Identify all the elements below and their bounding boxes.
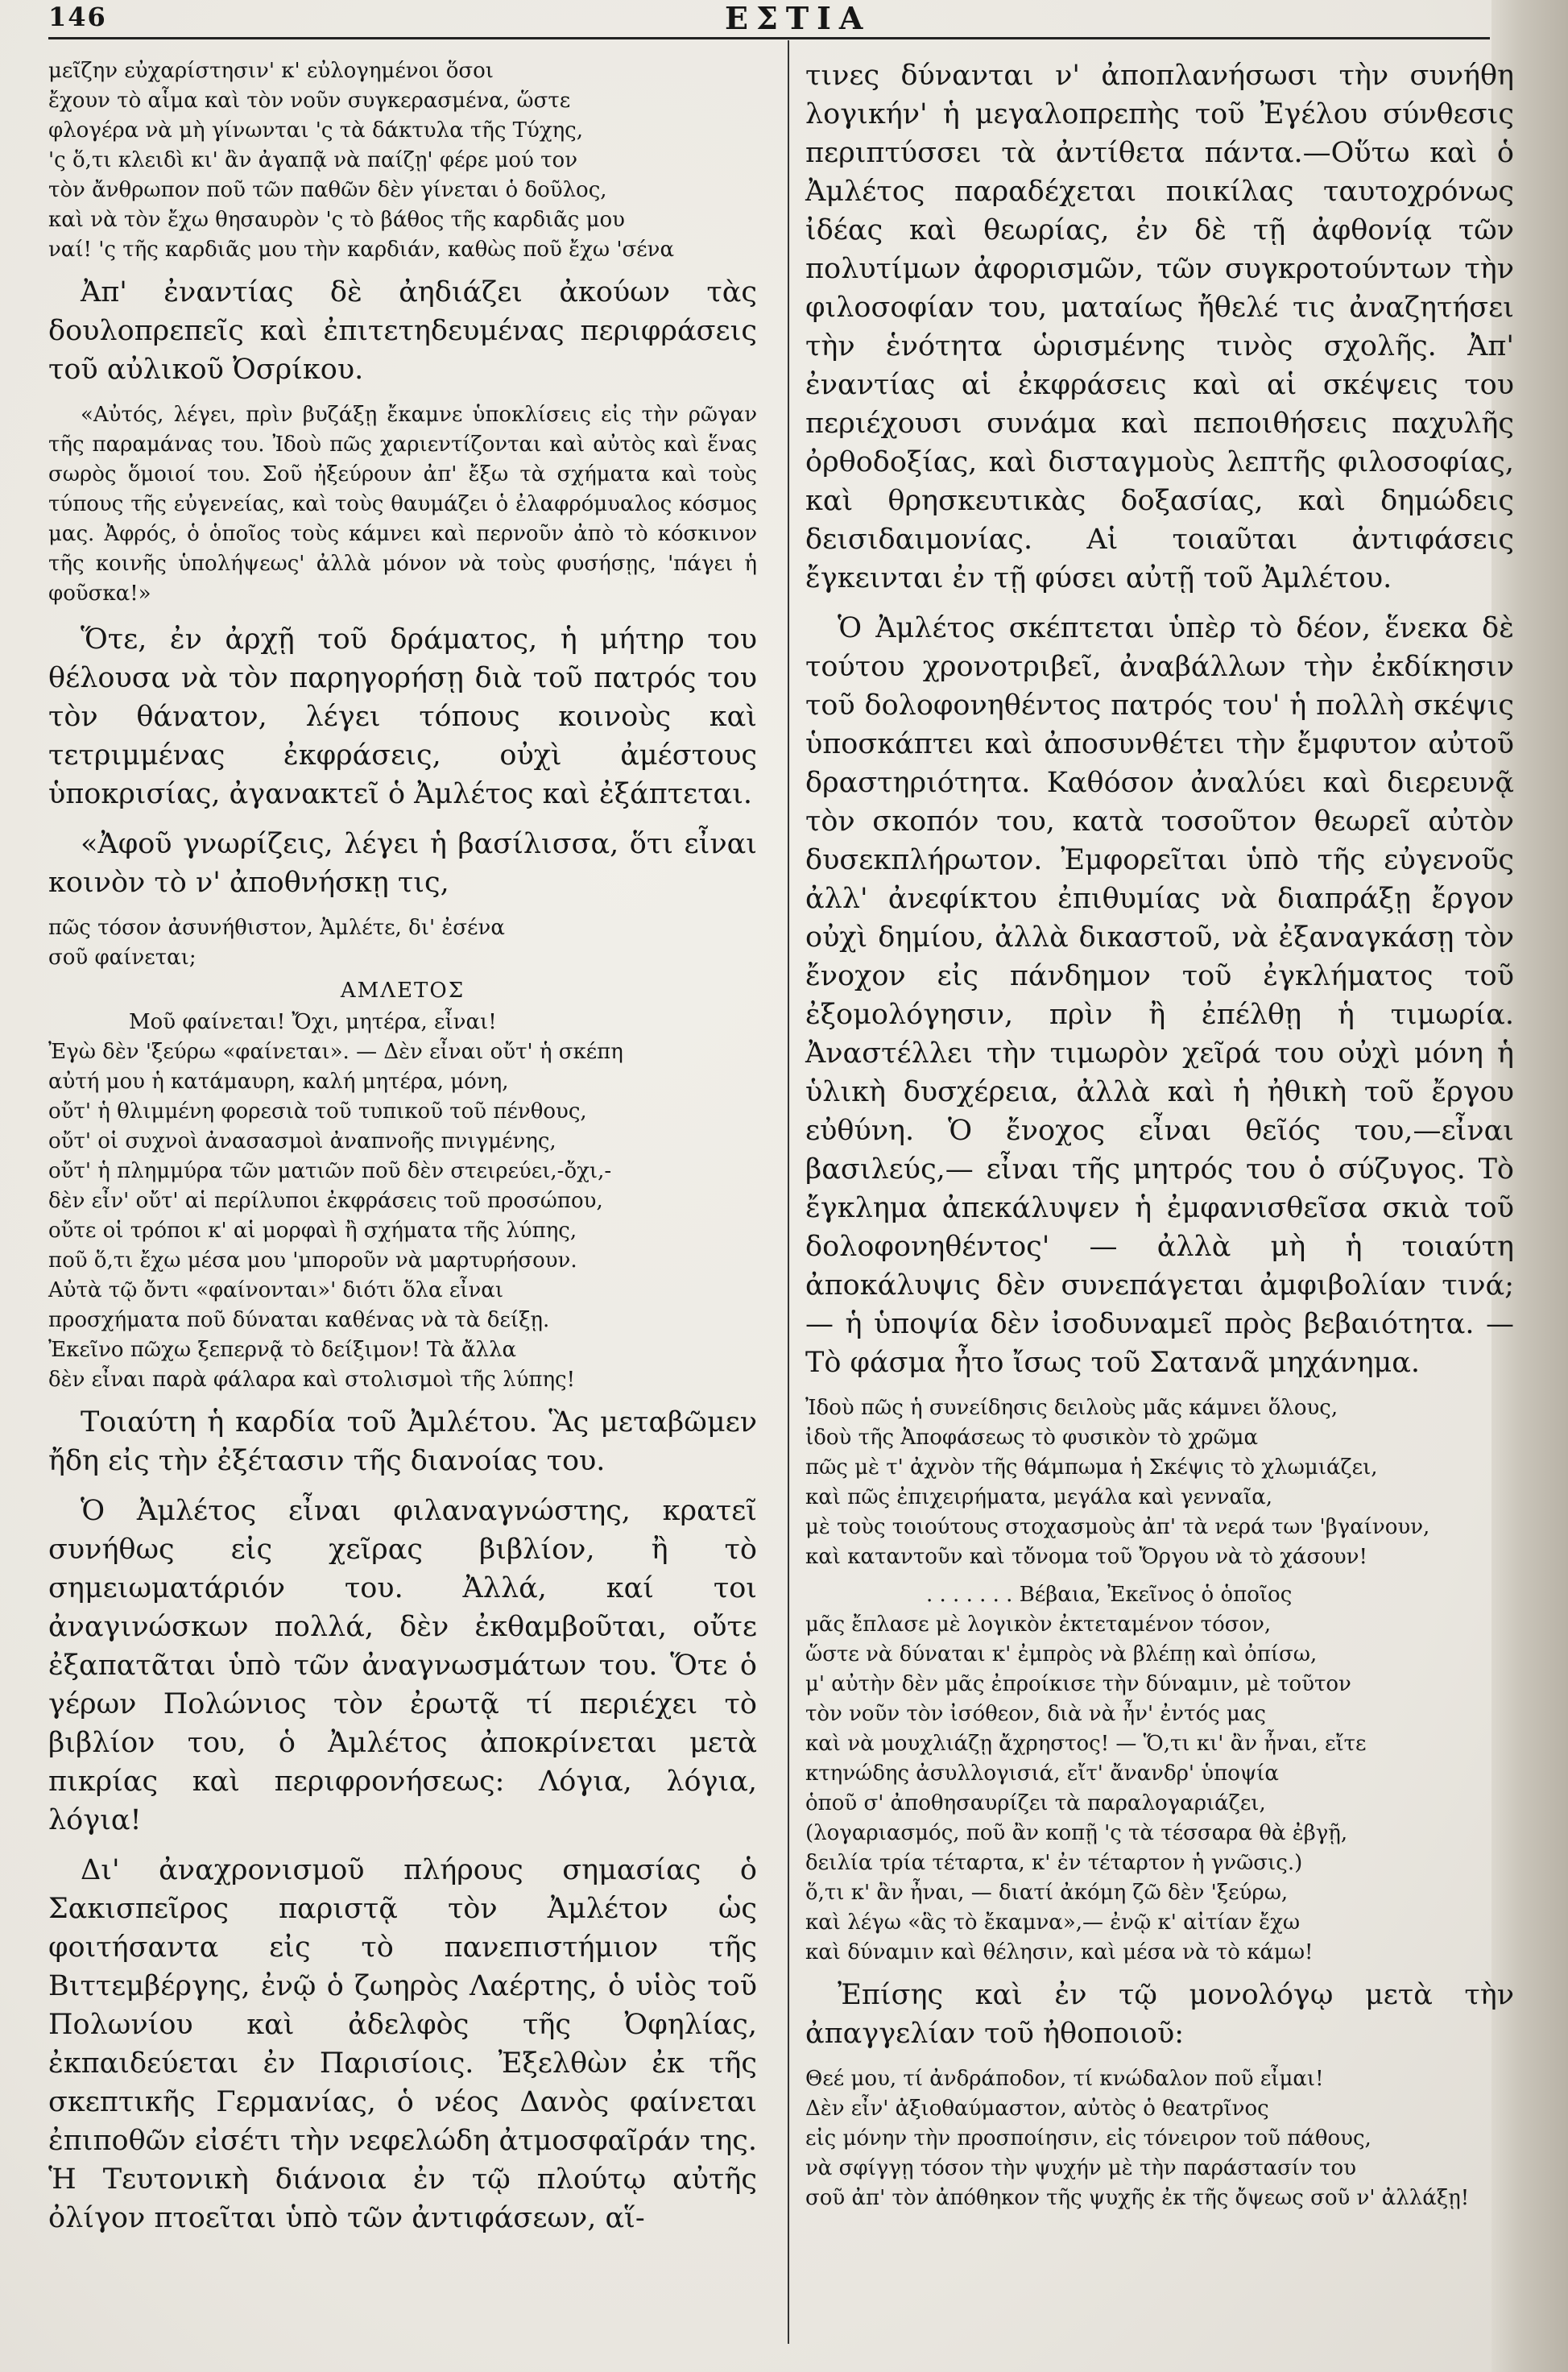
verse-line: κτηνώδης ἀσυλλογισιά, εἴτ' ἄνανδρ' ὑποψία — [805, 1761, 1279, 1786]
verse-line: ἔχουν τὸ αἷμα καὶ τὸν νοῦν συγκερασμένα, ὥστε — [48, 89, 571, 113]
verse-line: αὐτή μου ἡ κατάμαυρη, καλή μητέρα, μόνη, — [48, 1070, 509, 1094]
speaker-name: ΑΜΛΕΤΟΣ — [340, 979, 465, 1003]
running-title: ΕΣΤΙΑ — [725, 0, 871, 36]
verse-line: Ἰδοὺ πῶς ἡ συνείδησις δειλοὺς μᾶς κάμνει ὅλους, — [805, 1396, 1338, 1420]
verse-line: σοῦ φαίνεται; — [48, 946, 197, 970]
verse-line: προσχήματα ποῦ δύναται καθένας νὰ τὰ δείξῃ. — [48, 1308, 550, 1332]
verse-line: ναί! 'ς τῆς καρδιᾶς μου τὴν καρδιάν, καθὼς ποῦ ἔχω 'σένα — [48, 238, 675, 262]
verse-line: Αὐτὰ τῷ ὄντι «φαίνονται»' διότι ὅλα εἶναι — [48, 1278, 504, 1302]
verse-line: οὔτ' οἱ συχνοὶ ἀνασασμοὶ ἀναπνοῆς πνιγμένης, — [48, 1129, 556, 1153]
paragraph: «Ἀφοῦ γνωρίζεις, λέγει ἡ βασίλισσα, ὅτι εἶναι κοινὸν τὸ ν' ἀποθνήσκῃ τις, — [48, 828, 757, 899]
paragraph: Τοιαύτη ἡ καρδία τοῦ Ἀμλέτου. Ἃς μεταβῶμεν ἤδη εἰς τὴν ἐξέτασιν τῆς διανοίας του. — [48, 1406, 757, 1477]
paragraph: Δι' ἀναχρονισμοῦ πλήρους σημασίας ὁ Σακισπεῖρος παριστᾷ τὸν Ἀμλέτον ὡς φοιτήσαντα εἰς τὸ πανεπιστήμιον τῆς Βιττεμβέργης, ἐνῷ ὁ ζωηρὸς Λαέρτης, ὁ υἱὸς τοῦ Πολωνίου καὶ ἀδελφὸς τῆς Ὀφηλίας, ἐκπαιδεύεται ἐν Παρισίοις. Ἐξελθὼν ἐκ τῆς σκεπτικῆς Γερμανίας, ὁ νέος Δανὸς φαίνεται ἐπιποθῶν εἰσέτι τὴν νεφελώδη ἀτμοσφαῖράν της. Ἡ Τευτονικὴ διάνοια ἐν τῷ πλούτῳ αὐτῆς ὀλίγον πτοεῖται ὑπὸ τῶν ἀντιφάσεων, αἵ- — [48, 1854, 757, 2234]
paragraph: Ὅτε, ἐν ἀρχῇ τοῦ δράματος, ἡ μήτηρ του θέλουσα νὰ τὸν παρηγορήσῃ διὰ τοῦ πατρός του τὸν θάνατον, λέγει τόπους κοινοὺς καὶ τετριμμένας ἐκφράσεις, οὐχὶ ἀμέστους ὑποκρισίας, ἀγανακτεῖ ὁ Ἀμλέτος καὶ ἐξάπτεται. — [48, 623, 757, 810]
paragraph: τινες δύνανται ν' ἀποπλανήσωσι τὴν συνήθη λογικήν' ἡ μεγαλοπρεπὴς τοῦ Ἐγέλου σύνθεσις περιπτύσσει τὰ ἀντίθετα πάντα.—Οὕτω καὶ ὁ Ἀμλέτος παραδέχεται ποικίλας ταυτοχρόνως ἰδέας καὶ θεωρίας, ἐν δὲ τῇ ἀφθονίᾳ τῶν πολυτίμων ἀφορισμῶν, τῶν συγκροτούντων τὴν φιλοσοφίαν του, ματαίως ἤθελέ τις ἀναζητήσει τὴν ἑνότητα ὡρισμένης τινὸς σχολῆς. Ἀπ' ἐναντίας αἱ ἐκφράσεις καὶ αἱ σκέψεις του περιέχουσι συνάμα καὶ πεποιθήσεις παχυλῆς ὀρθοδοξίας, καὶ δισταγμοὺς λεπτῆς φιλοσοφίας, καὶ θρησκευτικὰς δοξασίας, καὶ δημώδεις δεισιδαιμονίας. Αἱ τοιαῦται ἀντιφάσεις ἔγκεινται ἐν τῇ φύσει αὐτῇ τοῦ Ἀμλέτου. — [805, 60, 1514, 594]
paragraph: Ἀπ' ἐναντίας δὲ ἀηδιάζει ἀκούων τὰς δουλοπρεπεῖς καὶ ἐπιτετηδευμένας περιφράσεις τοῦ αὐλικοῦ Ὀσρίκου. — [48, 276, 757, 386]
page-number: 146 — [48, 2, 107, 32]
verse-line: ποῦ ὅ,τι ἔχω μέσα μου 'μποροῦν νὰ μαρτυρήσουν. — [48, 1248, 577, 1273]
verse-line: οὔτε οἱ τρόποι κ' αἱ μορφαὶ ἢ σχήματα τῆς λύπης, — [48, 1219, 577, 1243]
verse-line: . . . . . . . Βέβαια, Ἐκεῖνος ὁ ὁποῖος — [926, 1583, 1293, 1607]
verse-line: καὶ νὰ μουχλιάζῃ ἄχρηστος! — Ὅ,τι κι' ἂν ἦναι, εἴτε — [805, 1732, 1367, 1756]
verse-line: νὰ σφίγγῃ τόσον τὴν ψυχήν μὲ τὴν παράστασίν του — [805, 2156, 1357, 2180]
verse-line: πῶς μὲ τ' ἀχνὸν τῆς θάμπωμα ἡ Σκέψις τὸ χλωμιάζει, — [805, 1455, 1378, 1480]
verse-line: φλογέρα νὰ μὴ γίνωνται 'ς τὰ δάκτυλα τῆς Τύχης, — [48, 118, 583, 143]
verse-line: Θεέ μου, τί ἀνδράποδον, τί κνώδαλον ποῦ εἶμαι! — [805, 2067, 1324, 2091]
verse-line: μᾶς ἔπλασε μὲ λογικὸν ἐκτεταμένον τόσον, — [805, 1612, 1272, 1637]
verse-line: εἰς μόνην τὴν προσποίησιν, εἰς τόνειρον τοῦ πάθους, — [805, 2126, 1371, 2151]
verse-line: οὔτ' ἡ θλιμμένη φορεσιὰ τοῦ τυπικοῦ τοῦ πένθους, — [48, 1099, 587, 1124]
verse-block-reason — [805, 1580, 1514, 1968]
verse-line: δὲν εἶναι παρὰ φάλαρα καὶ στολισμοὶ τῆς λύπης! — [48, 1368, 576, 1392]
paragraph: Ἐπίσης καὶ ἐν τῷ μονολόγῳ μετὰ τὴν ἀπαγγελίαν τοῦ ἠθοποιοῦ: — [805, 1979, 1514, 2050]
verse-line: μὲ τοὺς τοιούτους στοχασμοὺς ἀπ' τὰ νερά των 'βγαίνουν, — [805, 1515, 1430, 1539]
verse-line: Δὲν εἶν' ἀξιοθαύμαστον, αὐτὸς ὁ θεατρῖνος — [805, 2097, 1269, 2121]
verse-line: καὶ λέγω «ἃς τὸ ἔκαμνα»,— ἐνῷ κ' αἰτίαν ἔχω — [805, 1910, 1301, 1935]
left-column — [48, 56, 757, 2249]
verse-block-monologue — [805, 2064, 1514, 2213]
verse-line: μεῖζην εὐχαρίστησιν' κ' εὐλογημένοι ὅσοι — [48, 59, 494, 83]
verse-line: τὸν νοῦν τὸν ἰσόθεον, διὰ νὰ ἦν' ἐντός μας — [805, 1702, 1266, 1726]
verse-line: δειλία τρία τέταρτα, κ' ἐν τέταρτον ἡ γνῶσις.) — [805, 1851, 1303, 1875]
verse-line: 'ς ὅ,τι κλειδὶ κι' ἂν ἀγαπᾷ νὰ παίζῃ' φέρε μού τον — [48, 148, 577, 172]
page-header — [48, 0, 1482, 37]
verse-line: ὥστε νὰ δύναται κ' ἐμπρὸς νὰ βλέπῃ καὶ ὀπίσω, — [805, 1642, 1318, 1666]
verse-line: δὲν εἶν' οὔτ' αἱ περίλυποι ἐκφράσεις τοῦ προσώπου, — [48, 1189, 603, 1213]
header-rule — [48, 37, 1490, 39]
verse-block-conscience — [805, 1393, 1514, 1572]
quoted-paragraph: «Αὐτός, λέγει, πρὶν βυζάξῃ ἔκαμνε ὑποκλίσεις εἰς τὴν ρῶγαν τῆς παραμάνας του. Ἰδοὺ πῶς χαριεντίζονται καὶ αὐτὸς καὶ ἕνας σωρὸς ὅμοιοί του. Σοῦ ἠξεύρουν ἀπ' ἔξω τὰ σχήματα καὶ τοὺς τύπους τῆς εὐγενείας, καὶ τοὺς θαυμάζει ὁ ἐλαφρόμυαλος κόσμος μας. Ἀφρός, ὁ ὁποῖος τοὺς κάμνει καὶ περνοῦν ἀπὸ τὸ κόσκινον τῆς κοινῆς ὑπολήψεως' ἀλλὰ μόνον νὰ τοὺς φυσήσῃς, 'πάγει ἡ φοῦσκα!» — [48, 403, 757, 606]
verse-line: ὁποῦ σ' ἀποθησαυρίζει τὰ παραλογαριάζει, — [805, 1791, 1266, 1815]
verse-line: τὸν ἄνθρωπον ποῦ τῶν παθῶν δὲν γίνεται ὁ δοῦλος, — [48, 178, 607, 202]
verse-line: καὶ πῶς ἐπιχειρήματα, μεγάλα καὶ γενναῖα, — [805, 1485, 1273, 1509]
verse-block-queen — [48, 913, 757, 1395]
paragraph: Ὁ Ἀμλέτος σκέπτεται ὑπὲρ τὸ δέον, ἕνεκα δὲ τούτου χρονοτριβεῖ, ἀναβάλλων τὴν ἐκδίκησιν τοῦ δολοφονηθέντος πατρός του' ἡ πολλὴ σκέψις ὑποσκάπτει καὶ ἀποσυνθέτει τὴν ἔμφυτον αὐτοῦ δραστηριότητα. Καθόσον ἀναλύει καὶ διερευνᾷ τὸν σκοπόν του, κατὰ τοσοῦτον θεωρεῖ αὐτὸν δυσεκπλήρωτον. Ἐμφορεῖται ὑπὸ τῆς εὐγενοῦς ἀλλ' ἀνεφίκτου ἐπιθυμίας νὰ διαπράξῃ ἔργον οὐχὶ δημίου, ἀλλὰ δικαστοῦ, νὰ ἐξαναγκάσῃ τὸν ἔνοχον εἰς πάνδημον τοῦ ἐγκλήματος τοῦ ἐξομολόγησιν, πρὶν ἢ ἐπέλθῃ ἡ τιμωρία. Ἀναστέλλει τὴν τιμωρὸν χεῖρά του οὐχὶ μόνη ἡ ὑλικὴ δυσχέρεια, ἀλλὰ καὶ ἡ ἠθικὴ τοῦ ἔργου εὐθύνη. Ὁ ἔνοχος εἶναι θεῖός του,—εἶναι βασιλεύς,— εἶναι τῆς μητρός του ὁ σύζυγος. Τὸ ἔγκλημα ἀπεκάλυψεν ἡ ἐμφανισθεῖσα σκιὰ τοῦ δολοφονηθέντος' — ἀλλὰ μὴ ἡ τοιαύτη ἀποκάλυψις δὲν συνεπάγεται ἀμφιβολίαν τινά; — ἡ ὑποψία δὲν ἰσοδυναμεῖ πρὸς βεβαιότητα. — Τὸ φάσμα ἦτο ἴσως τοῦ Σατανᾶ μηχάνημα. — [805, 612, 1514, 1379]
verse-line: μ' αὐτὴν δὲν μᾶς ἐπροίκισε τὴν δύναμιν, μὲ τοῦτον — [805, 1672, 1351, 1696]
verse-line: Μοῦ φαίνεται! Ὄχι, μητέρα, εἶναι! — [129, 1010, 497, 1034]
paragraph: Ὁ Ἀμλέτος εἶναι φιλαναγνώστης, κρατεῖ συνήθως εἰς χεῖρας βιβλίον, ἢ τὸ σημειωματάριόν του. Ἀλλά, καί τοι ἀναγινώσκων πολλά, δὲν ἐκθαμβοῦται, οὔτε ἐξαπατᾶται ὑπὸ τῶν ἀναγνωσμάτων του. Ὅτε ὁ γέρων Πολώνιος τὸν ἐρωτᾷ τί περιέχει τὸ βιβλίον του, ὁ Ἀμλέτος ἀποκρίνεται μετὰ πικρίας καὶ περιφρονήσεως: Λόγια, λόγια, λόγια! — [48, 1495, 757, 1836]
verse-line: σοῦ ἀπ' τὸν ἀπόθηκον τῆς ψυχῆς ἐκ τῆς ὄψεως σοῦ ν' ἀλλάξῃ! — [805, 2186, 1470, 2210]
verse-line: (λογαριασμός, ποῦ ἂν κοπῇ 'ς τὰ τέσσαρα θὰ ἐβγῇ, — [805, 1821, 1348, 1845]
verse-line: ἰδοὺ τῆς Ἀποφάσεως τὸ φυσικὸν τὸ χρῶμα — [805, 1426, 1259, 1450]
column-divider — [788, 40, 789, 2344]
verse-line: ὅ,τι κ' ἂν ἦναι, — διατί ἀκόμη ζῶ δὲν 'ξεύρω, — [805, 1881, 1289, 1905]
verse-line: οὔτ' ἡ πλημμύρα τῶν ματιῶν ποῦ δὲν στειρεύει,-ὄχι,- — [48, 1159, 612, 1183]
verse-line: καὶ δύναμιν καὶ θέλησιν, καὶ μέσα νὰ τὸ κάμω! — [805, 1940, 1314, 1964]
right-column — [805, 56, 1514, 2221]
verse-line: καὶ νὰ τὸν ἔχω θησαυρὸν 'ς τὸ βάθος τῆς καρδιᾶς μου — [48, 208, 625, 232]
verse-line: Ἐγὼ δὲν 'ξεύρω «φαίνεται». — Δὲν εἶναι οὔτ' ἡ σκέπη — [48, 1040, 623, 1064]
verse-line: Ἐκεῖνο πῶχω ξεπερνᾷ τὸ δείξιμον! Τὰ ἄλλα — [48, 1338, 517, 1362]
verse-line: πῶς τόσον ἀσυνήθιστον, Ἀμλέτε, δι' ἐσένα — [48, 916, 505, 940]
verse-line: καὶ καταντοῦν καὶ τὄνομα τοῦ Ὄργου νὰ τὸ χάσουν! — [805, 1545, 1367, 1569]
verse-block-top — [48, 56, 757, 265]
